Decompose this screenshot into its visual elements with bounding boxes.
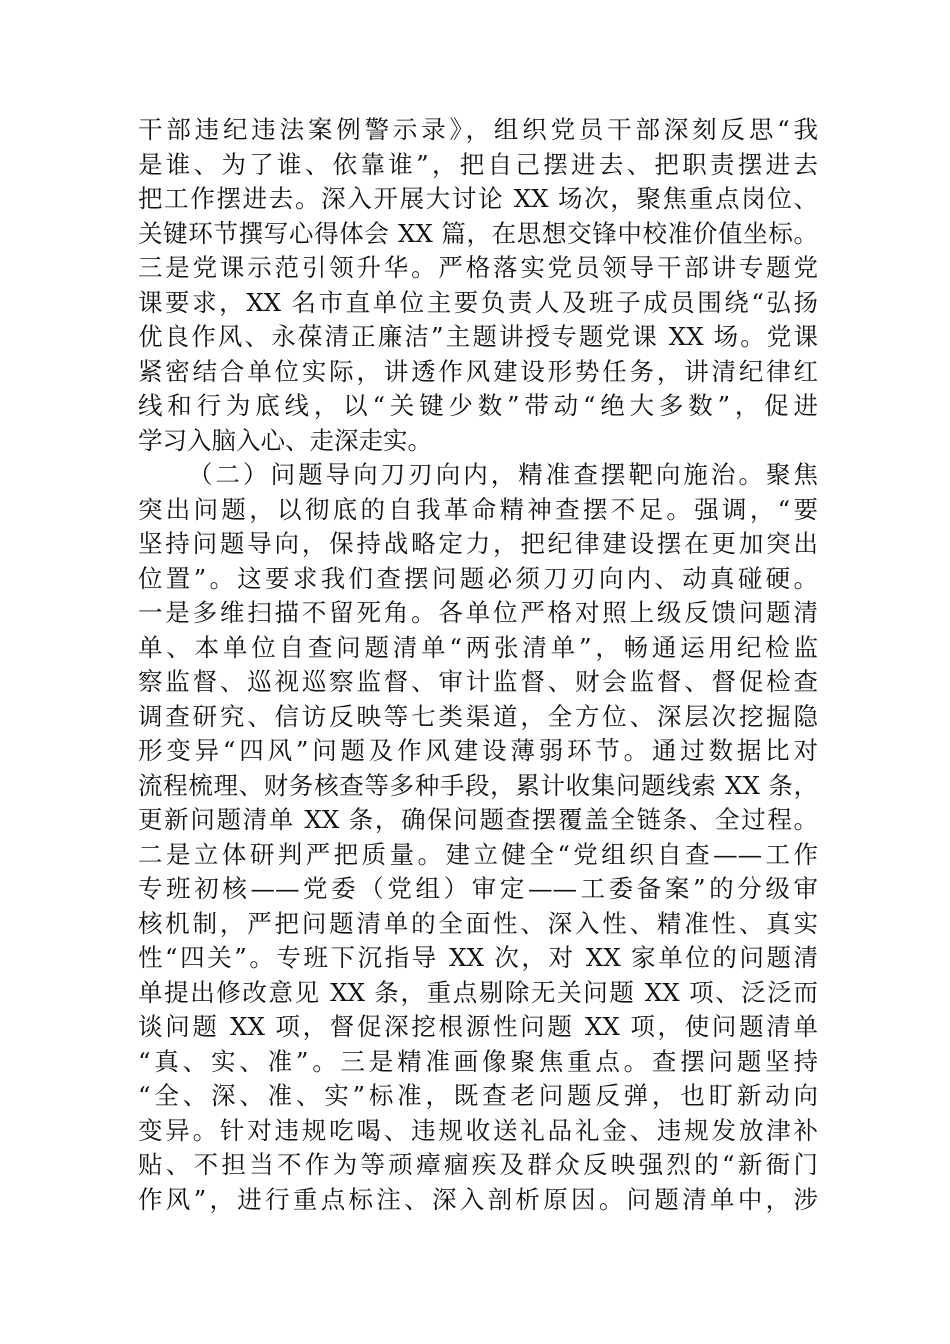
text-line: 线和行为底线，以“关键少数”带动“绝大多数”，促进: [138, 391, 818, 420]
text-line: 察监督、巡视巡察监督、审计监督、财会监督、督促检查: [138, 667, 818, 696]
text-line: 专班初核——党委（党组）审定——工委备案”的分级审: [138, 874, 818, 903]
text-line: 位置”。这要求我们查摆问题必须刀刃向内、动真碰硬。: [138, 563, 818, 593]
text-line: 坚持问题导向，保持战略定力，把纪律建设摆在更加突出: [138, 529, 818, 558]
text-line: 更新问题清单 XX 条，确保问题查摆覆盖全链条、全过程。: [138, 805, 818, 834]
text-line: 把工作摆进去。深入开展大讨论 XX 场次，聚焦重点岗位、: [138, 184, 818, 213]
text-line: 作风”，进行重点标注、深入剖析原因。问题清单中，涉: [138, 1184, 818, 1214]
text-line: 单提出修改意见 XX 条，重点剔除无关问题 XX 项、泛泛而: [138, 977, 818, 1007]
text-line: 一是多维扫描不留死角。各单位严格对照上级反馈问题清: [138, 598, 818, 627]
text-line: 学习入脑入心、走深走实。: [138, 425, 432, 455]
text-line: 突出问题，以彻底的自我革命精神查摆不足。强调，“要: [138, 494, 818, 524]
text-line: 贴、不担当不作为等顽瘴痼疾及群众反映强烈的“新衙门: [138, 1150, 818, 1179]
text-line: 形变异“四风”问题及作风建设薄弱环节。通过数据比对: [138, 736, 818, 765]
text-line: 调查研究、信访反映等七类渠道，全方位、深层次挖掘隐: [138, 701, 818, 731]
text-line: “真、实、准”。三是精准画像聚焦重点。查摆问题坚持: [138, 1046, 818, 1076]
text-line: 干部违纪违法案例警示录》，组织党员干部深刻反思“我: [138, 115, 818, 144]
text-line: 单、本单位自查问题清单“两张清单”，畅通运用纪检监: [138, 632, 818, 662]
text-line: 紧密结合单位实际，讲透作风建设形势任务，讲清纪律红: [138, 356, 818, 386]
text-line: 流程梳理、财务核查等多种手段，累计收集问题线索 XX 条，: [138, 770, 818, 800]
text-line: 关键环节撰写心得体会 XX 篇，在思想交锋中校准价值坐标。: [138, 218, 818, 248]
body-text: [138, 113, 818, 1217]
text-line: 二是立体研判严把质量。建立健全“党组织自查——工作: [138, 839, 818, 869]
text-line: 优良作风、永葆清正廉洁”主题讲授专题党课 XX 场。党课: [138, 322, 818, 351]
text-line: 课要求，XX 名市直单位主要负责人及班子成员围绕“弘扬: [138, 287, 818, 317]
text-line: 三是党课示范引领升华。严格落实党员领导干部讲专题党: [138, 253, 818, 282]
text-line: 是谁、为了谁、依靠谁”，把自己摆进去、把职责摆进去: [138, 149, 818, 179]
text-line: “全、深、准、实”标准，既查老问题反弹，也盯新动向: [138, 1081, 818, 1110]
text-line: 性“四关”。专班下沉指导 XX 次，对 XX 家单位的问题清: [138, 943, 818, 972]
text-line: 变异。针对违规吃喝、违规收送礼品礼金、违规发放津补: [138, 1115, 818, 1145]
text-line: 谈问题 XX 项，督促深挖根源性问题 XX 项，使问题清单: [138, 1012, 818, 1041]
text-line: 核机制，严把问题清单的全面性、深入性、精准性、真实: [138, 908, 818, 938]
section-heading-line: （二）问题导向刀刃向内，精准查摆靶向施治。聚焦: [188, 460, 818, 489]
